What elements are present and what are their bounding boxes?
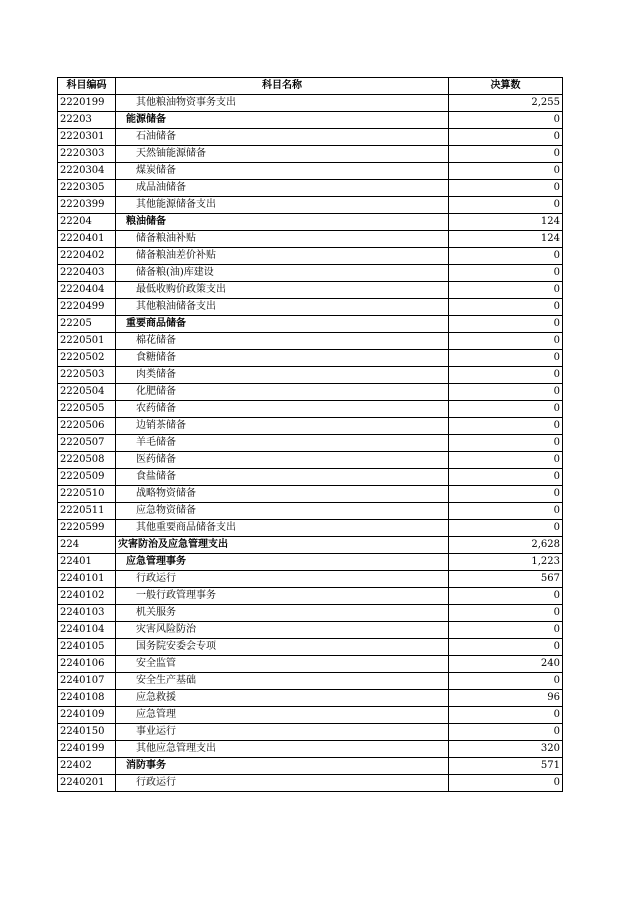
row-name: 边销茶储备 (116, 418, 449, 435)
row-name: 灾害防治及应急管理支出 (116, 537, 449, 554)
row-amount: 96 (449, 690, 563, 707)
header-code: 科目编码 (58, 78, 116, 95)
row-name: 能源储备 (116, 112, 449, 129)
row-name: 羊毛储备 (116, 435, 449, 452)
row-name: 食盐储备 (116, 469, 449, 486)
row-name: 肉类储备 (116, 367, 449, 384)
row-amount: 0 (449, 180, 563, 197)
row-code: 2220509 (58, 469, 116, 486)
table-row (58, 316, 563, 333)
row-name: 国务院安委会专项 (116, 639, 449, 656)
table-row (58, 486, 563, 503)
table-row (58, 741, 563, 758)
table-row (58, 333, 563, 350)
table-row (58, 180, 563, 197)
row-name: 化肥储备 (116, 384, 449, 401)
table-row (58, 282, 563, 299)
row-code: 22205 (58, 316, 116, 333)
row-amount: 0 (449, 316, 563, 333)
row-amount: 124 (449, 214, 563, 231)
table-row (58, 537, 563, 554)
table-row (58, 265, 563, 282)
row-amount: 1,223 (449, 554, 563, 571)
row-amount: 0 (449, 333, 563, 350)
row-name: 天然铀能源储备 (116, 146, 449, 163)
row-code: 2220506 (58, 418, 116, 435)
row-code: 2220511 (58, 503, 116, 520)
table-row (58, 367, 563, 384)
row-code: 2220507 (58, 435, 116, 452)
row-code: 2220301 (58, 129, 116, 146)
row-amount: 0 (449, 265, 563, 282)
row-name: 煤炭储备 (116, 163, 449, 180)
table-row (58, 707, 563, 724)
row-code: 2220499 (58, 299, 116, 316)
row-amount: 0 (449, 112, 563, 129)
table-row (58, 605, 563, 622)
row-name: 灾害风险防治 (116, 622, 449, 639)
row-amount: 0 (449, 622, 563, 639)
row-name: 战略物资储备 (116, 486, 449, 503)
table-row (58, 197, 563, 214)
row-code: 2220399 (58, 197, 116, 214)
row-code: 2240104 (58, 622, 116, 639)
row-code: 2240101 (58, 571, 116, 588)
row-name: 应急管理 (116, 707, 449, 724)
row-amount: 0 (449, 367, 563, 384)
row-amount: 0 (449, 146, 563, 163)
row-code: 2240107 (58, 673, 116, 690)
row-code: 2240106 (58, 656, 116, 673)
row-code: 2220199 (58, 95, 116, 112)
row-amount: 0 (449, 418, 563, 435)
row-code: 2240199 (58, 741, 116, 758)
table-header-row (58, 78, 563, 95)
row-code: 2240102 (58, 588, 116, 605)
row-code: 22203 (58, 112, 116, 129)
row-amount: 0 (449, 197, 563, 214)
table-row (58, 214, 563, 231)
row-name: 行政运行 (116, 571, 449, 588)
table-row (58, 758, 563, 775)
row-name: 储备粮油补贴 (116, 231, 449, 248)
table-row (58, 299, 563, 316)
row-code: 2220510 (58, 486, 116, 503)
table-row (58, 231, 563, 248)
table-row (58, 350, 563, 367)
table-row (58, 248, 563, 265)
row-code: 2220508 (58, 452, 116, 469)
row-name: 其他能源储备支出 (116, 197, 449, 214)
row-name: 应急管理事务 (116, 554, 449, 571)
row-amount: 0 (449, 350, 563, 367)
row-amount: 0 (449, 588, 563, 605)
row-amount: 0 (449, 639, 563, 656)
row-code: 2240103 (58, 605, 116, 622)
row-code: 2220505 (58, 401, 116, 418)
table-row (58, 384, 563, 401)
row-name: 一般行政管理事务 (116, 588, 449, 605)
table-row (58, 673, 563, 690)
table-row (58, 520, 563, 537)
row-code: 2220304 (58, 163, 116, 180)
table-row (58, 163, 563, 180)
row-code: 2240201 (58, 775, 116, 792)
row-name: 其他粮油储备支出 (116, 299, 449, 316)
row-name: 行政运行 (116, 775, 449, 792)
row-code: 2240108 (58, 690, 116, 707)
row-code: 2220403 (58, 265, 116, 282)
row-amount: 0 (449, 486, 563, 503)
row-code: 2220303 (58, 146, 116, 163)
row-amount: 0 (449, 401, 563, 418)
row-name: 农药储备 (116, 401, 449, 418)
table-row (58, 639, 563, 656)
row-code: 2220305 (58, 180, 116, 197)
row-code: 2220503 (58, 367, 116, 384)
row-amount: 0 (449, 163, 563, 180)
row-amount: 2,628 (449, 537, 563, 554)
row-code: 2220401 (58, 231, 116, 248)
table-row (58, 503, 563, 520)
row-amount: 0 (449, 452, 563, 469)
row-code: 22402 (58, 758, 116, 775)
row-amount: 320 (449, 741, 563, 758)
table-row (58, 588, 563, 605)
table-row (58, 435, 563, 452)
row-amount: 0 (449, 435, 563, 452)
table-row (58, 95, 563, 112)
table-body (58, 95, 563, 792)
row-name: 应急救援 (116, 690, 449, 707)
table-row (58, 571, 563, 588)
row-code: 2240109 (58, 707, 116, 724)
row-code: 2240105 (58, 639, 116, 656)
row-code: 22204 (58, 214, 116, 231)
row-amount: 0 (449, 503, 563, 520)
row-name: 棉花储备 (116, 333, 449, 350)
row-name: 其他粮油物资事务支出 (116, 95, 449, 112)
table-row (58, 554, 563, 571)
table-row (58, 656, 563, 673)
row-name: 机关服务 (116, 605, 449, 622)
row-amount: 0 (449, 282, 563, 299)
row-amount: 0 (449, 520, 563, 537)
row-code: 224 (58, 537, 116, 554)
row-name: 安全生产基础 (116, 673, 449, 690)
row-code: 2220402 (58, 248, 116, 265)
row-amount: 571 (449, 758, 563, 775)
row-name: 其他应急管理支出 (116, 741, 449, 758)
row-name: 其他重要商品储备支出 (116, 520, 449, 537)
row-name: 储备粮油差价补贴 (116, 248, 449, 265)
row-amount: 2,255 (449, 95, 563, 112)
row-code: 2240150 (58, 724, 116, 741)
row-name: 石油储备 (116, 129, 449, 146)
header-name: 科目名称 (116, 78, 449, 95)
row-amount: 0 (449, 299, 563, 316)
row-amount: 0 (449, 384, 563, 401)
row-amount: 0 (449, 707, 563, 724)
table-row (58, 418, 563, 435)
row-code: 2220504 (58, 384, 116, 401)
row-name: 粮油储备 (116, 214, 449, 231)
header-amount: 决算数 (449, 78, 563, 95)
row-name: 成品油储备 (116, 180, 449, 197)
row-amount: 0 (449, 605, 563, 622)
table-row (58, 775, 563, 792)
table-row (58, 690, 563, 707)
row-amount: 0 (449, 469, 563, 486)
budget-table (57, 77, 563, 792)
table-row (58, 129, 563, 146)
row-amount: 567 (449, 571, 563, 588)
row-code: 2220501 (58, 333, 116, 350)
row-name: 安全监管 (116, 656, 449, 673)
table-row (58, 401, 563, 418)
row-name: 最低收购价政策支出 (116, 282, 449, 299)
row-name: 应急物资储备 (116, 503, 449, 520)
row-name: 储备粮(油)库建设 (116, 265, 449, 282)
row-name: 消防事务 (116, 758, 449, 775)
row-code: 22401 (58, 554, 116, 571)
row-amount: 0 (449, 673, 563, 690)
row-name: 食糖储备 (116, 350, 449, 367)
table-row (58, 469, 563, 486)
table-row (58, 452, 563, 469)
row-code: 2220404 (58, 282, 116, 299)
row-amount: 240 (449, 656, 563, 673)
row-name: 重要商品储备 (116, 316, 449, 333)
row-amount: 0 (449, 129, 563, 146)
table-row (58, 724, 563, 741)
table-row (58, 622, 563, 639)
table-row (58, 112, 563, 129)
row-amount: 0 (449, 724, 563, 741)
row-name: 医药储备 (116, 452, 449, 469)
row-amount: 0 (449, 775, 563, 792)
row-code: 2220599 (58, 520, 116, 537)
row-name: 事业运行 (116, 724, 449, 741)
table-row (58, 146, 563, 163)
row-amount: 0 (449, 248, 563, 265)
row-amount: 124 (449, 231, 563, 248)
row-code: 2220502 (58, 350, 116, 367)
